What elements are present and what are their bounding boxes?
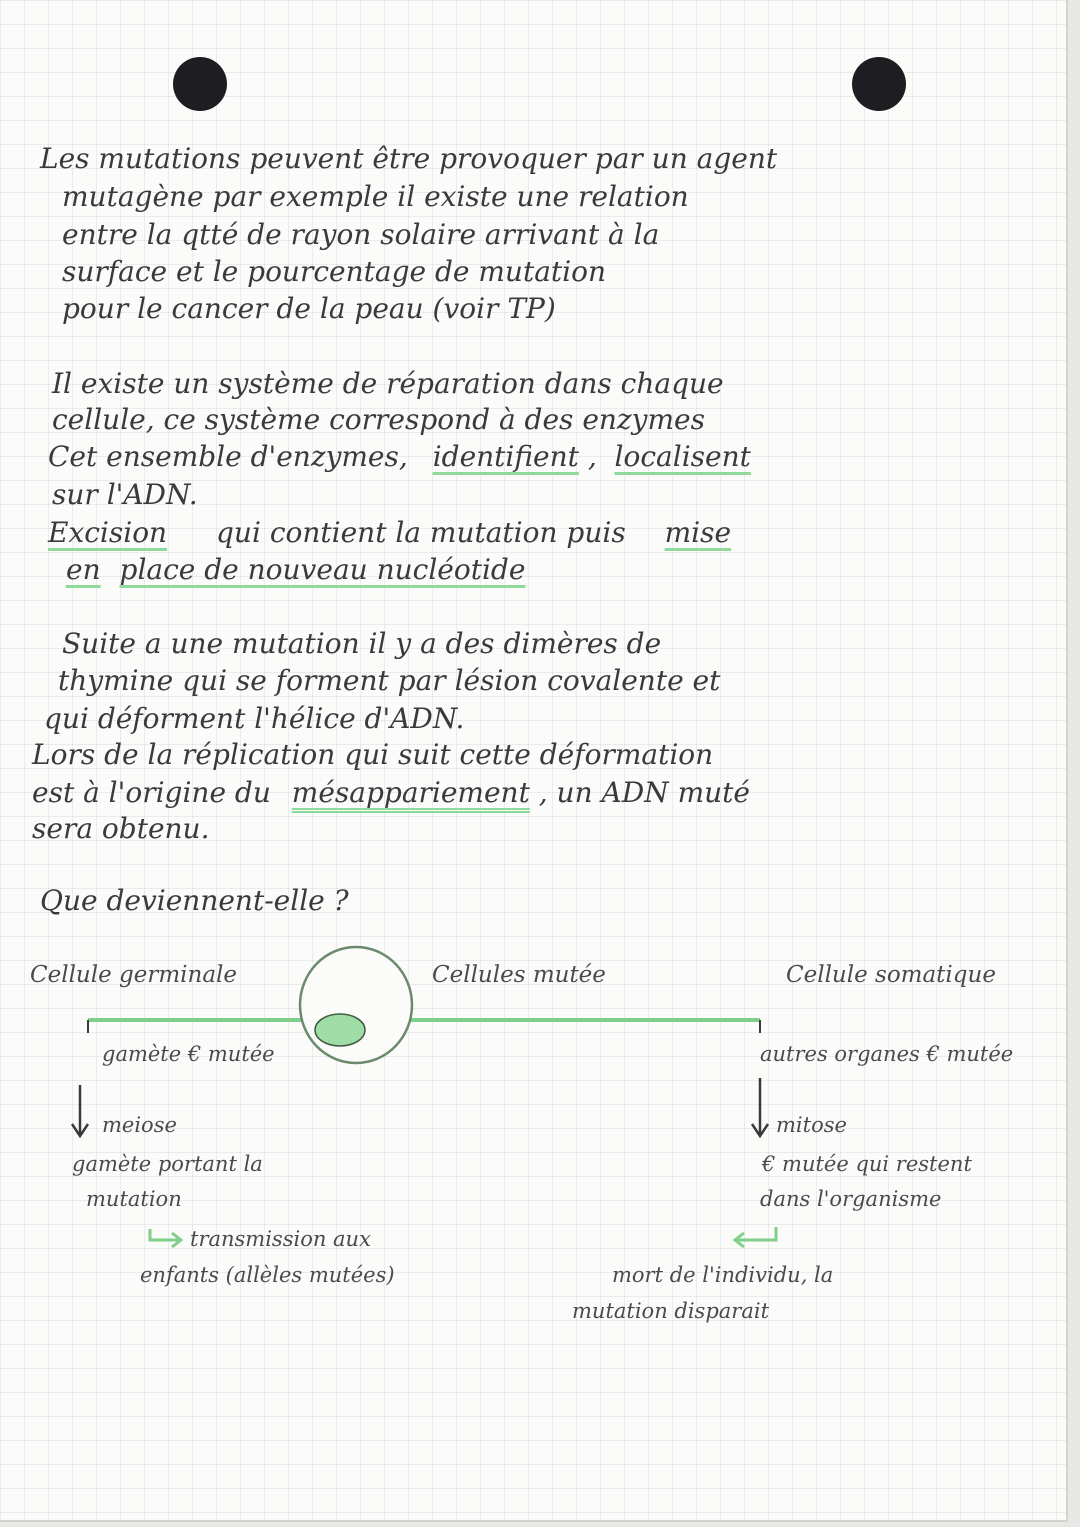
label-transmission-2: enfants (allèles mutées) <box>140 1263 395 1287</box>
label-meiose: meiose <box>102 1113 177 1137</box>
label-restent-1: € mutée qui restent <box>762 1152 972 1176</box>
paragraph3-line5-end: , un ADN muté <box>538 776 750 809</box>
paragraph1-line3: entre la qtté de rayon solaire arrivant à la <box>62 218 660 251</box>
label-mitose: mitose <box>776 1113 847 1137</box>
paragraph3-line1: Suite a une mutation il y a des dimères de <box>62 627 662 660</box>
highlight-en: en <box>66 553 101 586</box>
highlight-mise: mise <box>664 516 732 549</box>
highlight-mesappariement: mésappariement <box>291 776 530 809</box>
paragraph3-line2: thymine qui se forment par lésion covalente et <box>58 664 721 697</box>
question-heading: Que deviennent-elle ? <box>40 884 349 917</box>
paragraph2-line2: cellule, ce système correspond à des enzymes <box>52 403 705 436</box>
paragraph2-line5-middle: qui contient la mutation puis <box>216 516 626 549</box>
label-cellule-germinale: Cellule germinale <box>30 962 237 988</box>
paragraph2-line3: Cet ensemble d'enzymes, identifient , localisent <box>48 440 751 473</box>
label-mort-1: mort de l'individu, la <box>612 1263 834 1287</box>
paragraph3-line6: sera obtenu. <box>32 812 210 845</box>
label-gamete-portant-2: mutation <box>86 1187 182 1211</box>
paragraph2-line3-start: Cet ensemble d'enzymes, <box>48 440 408 473</box>
paragraph1-line2: mutagène par exemple il existe une relation <box>62 180 689 213</box>
paragraph3-line3: qui déforment l'hélice d'ADN. <box>44 702 465 735</box>
nucleus <box>315 1014 365 1046</box>
highlight-identifient: identifient <box>432 440 579 473</box>
label-gamete-portant-1: gamète portant la <box>72 1152 263 1176</box>
label-transmission-1: transmission aux <box>190 1227 371 1251</box>
paragraph2-line4: sur l'ADN. <box>52 478 198 511</box>
paragraph1-line1: Les mutations peuvent être provoquer par un agent <box>40 142 778 175</box>
paragraph2-line1: Il existe un système de réparation dans chaque <box>52 367 724 400</box>
paragraph1-line5: pour le cancer de la peau (voir TP) <box>62 292 556 325</box>
label-restent-2: dans l'organisme <box>760 1187 942 1211</box>
label-gamete-mutee: gamète € mutée <box>102 1042 275 1066</box>
label-cellules-mutee: Cellules mutée <box>432 962 606 988</box>
cell-outline <box>300 947 412 1063</box>
paragraph1-line4: surface et le pourcentage de mutation <box>62 255 606 288</box>
label-mort-2: mutation disparait <box>572 1299 770 1323</box>
label-cellule-somatique: Cellule somatique <box>786 962 996 988</box>
label-autres-organes: autres organes € mutée <box>760 1042 1014 1066</box>
highlight-localisent: localisent <box>614 440 751 473</box>
highlight-excision: Excision <box>48 516 168 549</box>
highlight-place-nucleotide: place de nouveau nucléotide <box>119 553 526 586</box>
paragraph3-line4: Lors de la réplication qui suit cette déformation <box>32 738 714 771</box>
paragraph3-line5-start: est à l'origine du <box>32 776 271 809</box>
